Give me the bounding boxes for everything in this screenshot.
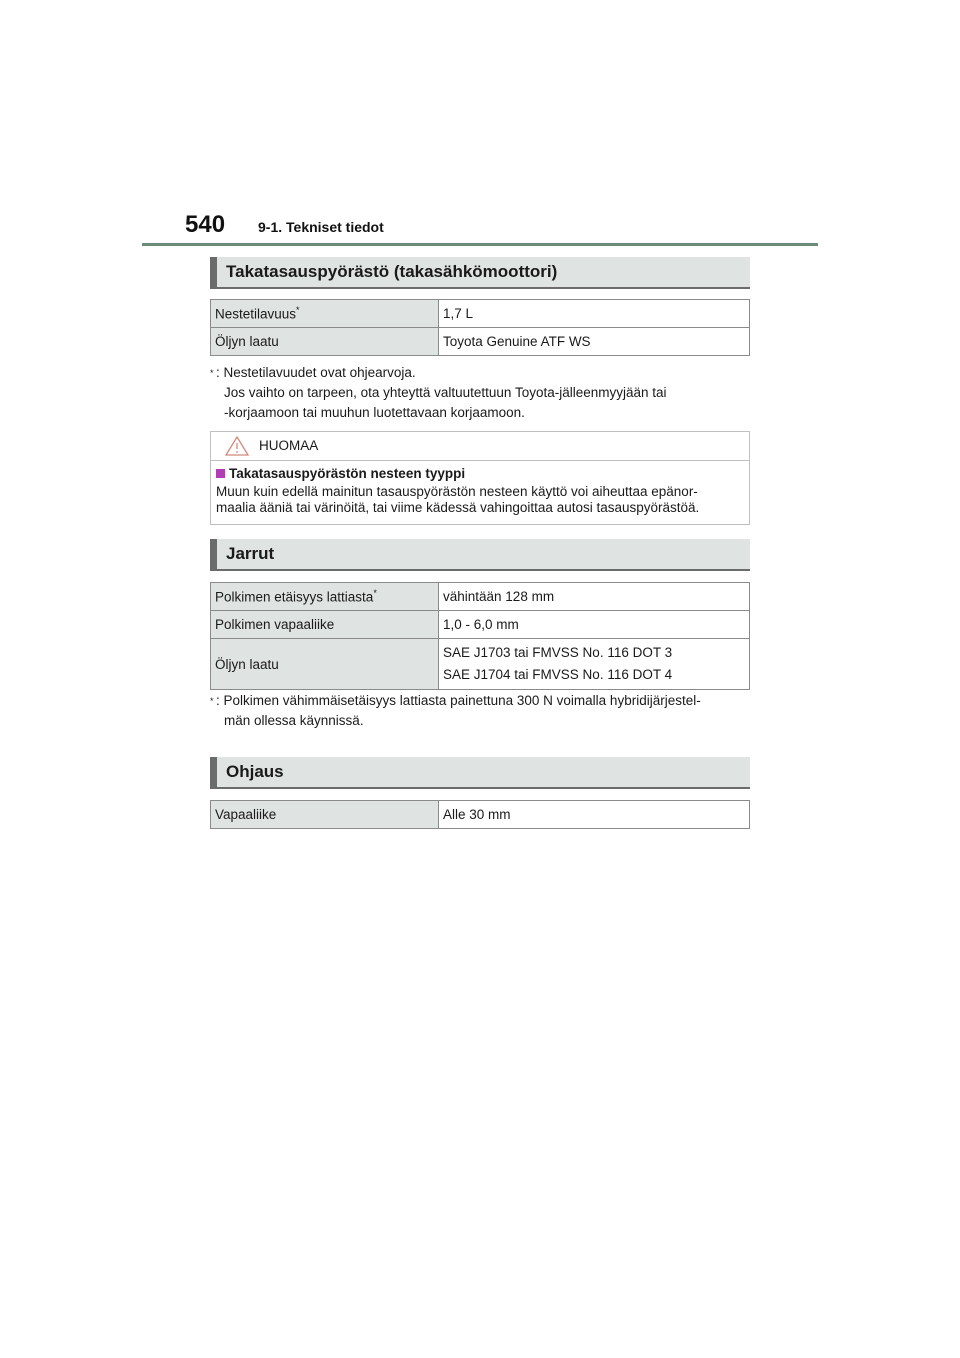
table-row xyxy=(211,611,750,639)
section-title: Jarrut xyxy=(226,544,275,563)
footnote-line: : Polkimen vähimmäisetäisyys lattiasta painettuna 300 N voimalla hybridijärjestel- xyxy=(216,693,701,708)
caution-text: Muun kuin edellä mainitun tasauspyörästön nesteen käyttö voi aiheuttaa epänor- maalia ääniä tai värinöitä, tai viime kädessä vahingoittaa autosi tasauspyörästöä. xyxy=(216,484,700,515)
brakes-table xyxy=(210,582,750,690)
section-heading-brakes xyxy=(210,539,750,571)
table-row xyxy=(211,300,750,328)
warning-triangle-icon xyxy=(225,435,249,457)
footnote-pedal: * : Polkimen vähimmäisetäisyys lattiasta painettuna 300 N voimalla hybridijärjestel- män ollessa käynnissä. xyxy=(210,692,770,730)
square-bullet-icon xyxy=(216,469,225,478)
spec-value: 1,0 - 6,0 mm xyxy=(439,611,750,639)
spec-value: vähintään 128 mm xyxy=(439,583,750,611)
table-row xyxy=(211,328,750,356)
caution-title: Takatasauspyörästön nesteen tyyppi xyxy=(216,466,465,481)
table-row xyxy=(211,583,750,611)
header-rule xyxy=(142,243,818,246)
footnote-line: Jos vaihto on tarpeen, ota yhteyttä valtuutettuun Toyota-jälleenmyyjään tai xyxy=(224,385,667,400)
section-heading-steering xyxy=(210,757,750,789)
footnote-line: män ollessa käynnissä. xyxy=(224,713,364,728)
section-heading-rear-differential xyxy=(210,257,750,289)
steering-table xyxy=(210,800,750,829)
spec-key: Polkimen vapaaliike xyxy=(211,611,439,639)
footnote-line: : Nestetilavuudet ovat ohjearvoja. xyxy=(216,365,416,380)
rear-differential-table xyxy=(210,299,750,356)
spec-key: Öljyn laatu xyxy=(211,328,439,356)
table-row xyxy=(211,639,750,690)
spec-value: Toyota Genuine ATF WS xyxy=(439,328,750,356)
spec-key: Polkimen etäisyys lattiasta* xyxy=(211,583,439,611)
spec-value: SAE J1703 tai FMVSS No. 116 DOT 3 SAE J1704 tai FMVSS No. 116 DOT 4 xyxy=(439,639,750,690)
spec-key: Öljyn laatu xyxy=(211,639,439,690)
section-title: Takatasauspyörästö (takasähkömoottori) xyxy=(226,262,558,281)
footnote-line: -korjaamoon tai muuhun luotettavaan korjaamoon. xyxy=(224,405,525,420)
caution-header xyxy=(211,432,749,461)
caution-box xyxy=(210,431,750,525)
spec-value: Alle 30 mm xyxy=(439,801,750,829)
spec-key: Vapaaliike xyxy=(211,801,439,829)
page-number: 540 xyxy=(185,211,226,238)
table-row xyxy=(211,801,750,829)
spec-value: 1,7 L xyxy=(439,300,750,328)
chapter-title: 9-1. Tekniset tiedot xyxy=(258,219,384,235)
spec-key: Nestetilavuus* xyxy=(211,300,439,328)
caution-label: HUOMAA xyxy=(259,438,319,453)
footnote-capacity: * : Nestetilavuudet ovat ohjearvoja. Jos vaihto on tarpeen, ota yhteyttä valtuutettuun Toyota-jälleenmyyjään tai -korjaamoon tai muuhun luotettavaan korjaamoon. xyxy=(210,364,770,422)
section-title: Ohjaus xyxy=(226,762,284,781)
